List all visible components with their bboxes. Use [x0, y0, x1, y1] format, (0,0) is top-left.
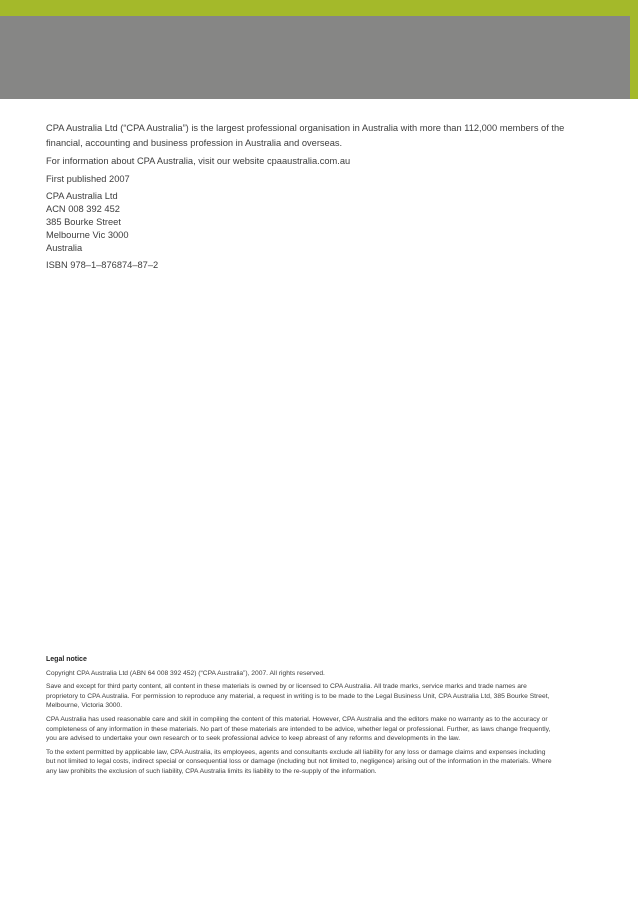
first-published: First published 2007 — [46, 174, 130, 184]
isbn: ISBN 978–1–876874–87–2 — [46, 260, 159, 270]
intro-section — [46, 121, 566, 276]
website-line: For information about CPA Australia, visit our website cpaaustralia.com.au — [46, 156, 351, 166]
postal-address — [46, 190, 566, 255]
legal-copyright: Copyright CPA Australia Ltd (ABN 64 008 392 452) (“CPA Australia”), 2007. All rights reserved. — [46, 669, 325, 677]
address-country: Australia — [46, 243, 83, 253]
legal-heading: Legal notice — [46, 656, 87, 663]
address-acn: ACN 008 392 452 — [46, 204, 120, 214]
address-city: Melbourne Vic 3000 — [46, 230, 129, 240]
header-band — [0, 16, 630, 99]
address-street: 385 Bourke Street — [46, 217, 121, 227]
legal-paragraph-liability: To the extent permitted by applicable law, CPA Australia, its employees, agents and consultants exclude all liability for any loss or damage claims and expenses including but not limited to legal costs, indirect special or consequential loss or damage (including but not limited to, negligence) arising out of the information in the materials. Where any law prohibits the exclusion of such liability, CPA Australia limits its liability to the re-supply of the information. — [46, 748, 552, 775]
legal-notice — [46, 655, 556, 781]
address-name: CPA Australia Ltd — [46, 191, 118, 201]
legal-paragraph-warranty: CPA Australia has used reasonable care and skill in compiling the content of this material. However, CPA Australia and the editors make no warranty as to the accuracy or completeness of any information in these materials. No part of these materials are intended to be advice, whether legal or professional. Further, as laws change frequently, you are advised to undertake your own research or to seek professional advice to keep abreast of any reforms and developments in the law. — [46, 715, 551, 743]
legal-paragraph-ownership: Save and except for third party content, all content in these materials is owned by or licensed to CPA Australia. All trade marks, service marks and trade names are proprietory to CPA Australia. For permission to reproduce any material, a request in writing is to be made to the Legal Business Unit, CPA Australia Ltd, 385 Bourke Street, Melbourne, Victoria 3000. — [46, 683, 550, 710]
right-edge-accent — [630, 16, 638, 99]
top-accent-bar — [0, 0, 638, 16]
organisation-description: CPA Australia Ltd (“CPA Australia”) is the largest professional organisation in Australia with more than 112,000 members of the financial, accounting and business profession in Australia and overseas. — [46, 123, 565, 148]
